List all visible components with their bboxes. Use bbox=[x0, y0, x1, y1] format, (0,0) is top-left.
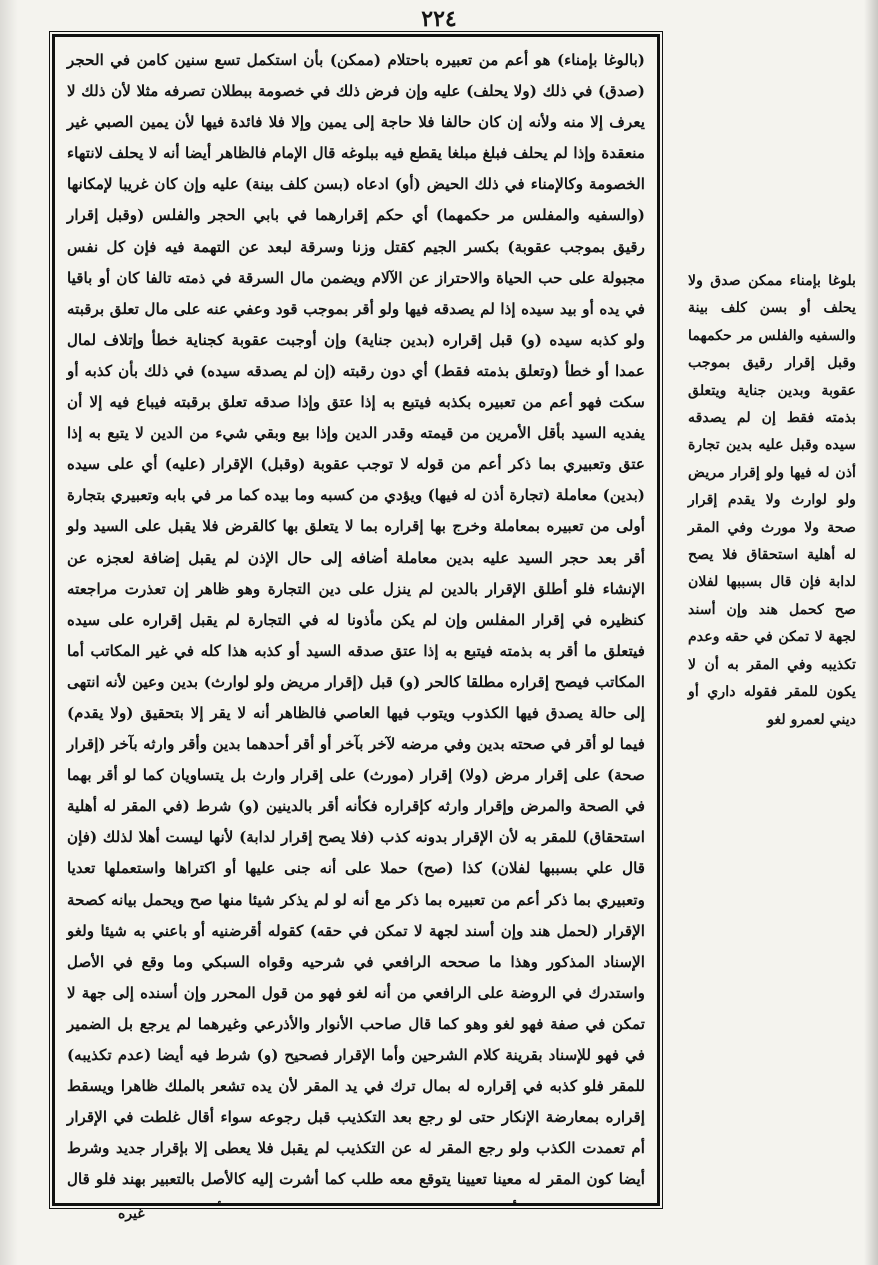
page-number: ٢٢٤ bbox=[421, 6, 457, 32]
page-right-edge-shadow bbox=[864, 0, 878, 1265]
page-left-edge-shadow bbox=[0, 0, 18, 1265]
margin-matn-text: بلوغا بإمناء ممكن صدق ولا يحلف أو بسن كلف بينة والسفيه والفلس مر حكمهما وقبل إقرار رقيق بموجب عقوبة وبدين جناية ويتعلق بذمته فقط إن لم يصدقه سيده وقبل عليه بدين تجارة أذن له فيها ولو إقرار مريض ولو لوارث ولا يقدم إقرار صحة ولا مورث وفي المقر له أهلية استحقاق فلا يصح لدابة فإن قال بسببها لفلان صح كحمل هند وإن أسند لجهة لا تمكن في حقه وعدم تكذيبه وفي المقر به أن لا يكون للمقر فقوله داري أو ديني لعمرو لغو bbox=[688, 273, 856, 728]
main-commentary-text: (بالوغا بإمناء) هو أعم من تعبيره باحتلام (ممكن) بأن استكمل تسع سنين كامن في الحجر (صدق) في ذلك (ولا يحلف) عليه وإن فرض ذلك في خصومة ببطلان تصرفه مثلا لأن ذلك لا يعرف إلا منه ولأنه إن كان حالفا فلا حاجة إلى يمين وإلا فلا فائدة فيها لأن يمين الصبي غير منعقدة وإذا لم يحلف فبلغ مبلغا يقطع فيه ببلوغه قال الإمام فالظاهر أيضا أنه لا يحلف لانتهاء الخصومة وكالإمناء في ذلك الحيض (أو) ادعاه (بسن كلف بينة) عليه وإن كان غريبا لإمكانها (والسفيه والمفلس مر حكمهما) أي حكم إقرارهما في بابي الحجر والفلس (وقبل إقرار رقيق بموجب عقوبة) بكسر الجيم كقتل وزنا وسرقة لبعد عن التهمة فيه فإن كل نفس مجبولة على حب الحياة والاحتراز عن الآلام ويضمن مال السرقة في ذمته تالفا كان أو باقيا في يده أو بيد سيده إذا لم يصدقه فيها ولو أقر بموجب قود وعفي عنه على مال تعلق برقبته ولو كذبه سيده (و) قبل إقراره (بدين جناية) وإن أوجبت عقوبة كجناية خطأ وإتلاف لمال عمدا أو خطأ (وتعلق بذمته فقط) أي دون رقبته (إن لم يصدقه سيده) في ذلك بأن كذبه أو سكت فهو أعم من تعبيره بكذبه فيتبع به إذا عتق وإذا صدقه تعلق برقبته فيباع فيه إلا أن يفديه السيد بأقل الأمرين من قيمته وقدر الدين وإذا بيع وبقي شيء من الدين لا يتبع به إذا عتق وتعبيري بما ذكر أعم من قوله لا توجب عقوبة (وقبل) الإقرار (عليه) أي على سيده (بدين) معاملة (تجارة أذن له فيها) ويؤدي من كسبه وما بيده كما مر في بابه وتعبيري بتجارة أولى من تعبيره بمعاملة وخرج بها إقراره بما لا يتعلق بها كالقرض فلا يقبل على السيد ولو أقر بعد حجر السيد عليه بدين معاملة أضافه إلى حال الإذن لم يقبل إضافة لعجزه عن الإنشاء فلو أطلق الإقرار بالدين لم ينزل على دين التجارة وهو ظاهر إن تعذرت مراجعته كنظيره في إقرار المفلس وإن لم يكن مأذونا له في التجارة لم يقبل إقراره على سيده فيتعلق ما أقر به بذمته فيتبع به إذا عتق صدقه السيد أو كذبه هذا كله في غير المكاتب أما المكاتب فيصح إقراره مطلقا كالحر (و) قبل (إقرار مريض ولو لوارث) بدين وعين لأنه انتهى إلى حالة يصدق فيها الكذوب ويتوب فيها العاصي فالظاهر أنه لا يقر إلا بتحقيق (ولا يقدم) فيما لو أقر في صحته بدين وفي مرضه لآخر بآخر أو أقر أحدهما بدين وأقر وارثه بآخر (إقرار صحة) على إقرار مرض (ولا) إقرار (مورث) على إقرار وارث بل يتساويان كما لو أقر بهما في الصحة والمرض وإقرار وارثه كإقراره فكأنه أقر بالدينين (و) شرط (في المقر له أهلية استحقاق) للمقر به لأن الإقرار بدونه كذب (فلا يصح إقرار لدابة) لأنها ليست أهلا لذلك (فإن قال علي بسببها لفلان) كذا (صح) حملا على أنه جنى عليها أو اكتراها واستعملها تعديا وتعبيري بما ذكر أعم من تعبيره بما ذكر مع أنه لو لم يذكر شيئا منها صح ويحمل بيانه كصحة الإقرار (لحمل هند وإن أسند لجهة لا تمكن في حقه) كقوله أقرضنيه أو باعني به شيئا ولغو الإسناد المذكور وهذا ما صححه الرافعي في شرحيه وقواه السبكي وما وقع في الأصل واستدرك في الروضة على الرافعي من أنه لغو فهو من قول المحرر وإن أسنده إلى جهة لا تمكن في صفة فهو لغو وهو كما قال صاحب الأنوار والأذرعي وغيرهما لم يرجع بل الضمير في فهو للإسناد بقرينة كلام الشرحين وأما الإقرار فصحيح (و) شرط فيه أيضا (عدم تكذيبه) للمقر فلو كذبه في إقراره له بمال ترك في يد المقر لأن يده تشعر بالملك ظاهرا ويسقط إقراره بمعارضة الإنكار حتى لو رجع بعد التكذيب قبل رجوعه سواء أقال غلطت في الإقرار أم تعمدت الكذب ولو رجع المقر له عن التكذيب لم يقبل فلا يعطى إلا بإقرار جديد وشرط أيضا كون المقر له معينا تعيينا يتوقع معه طلب كما أشرت إليه كالأصل بالتعبير بهند فلو قال bbox=[67, 51, 645, 1189]
main-text-frame bbox=[52, 34, 660, 1206]
catchword: غيره bbox=[118, 1206, 145, 1222]
